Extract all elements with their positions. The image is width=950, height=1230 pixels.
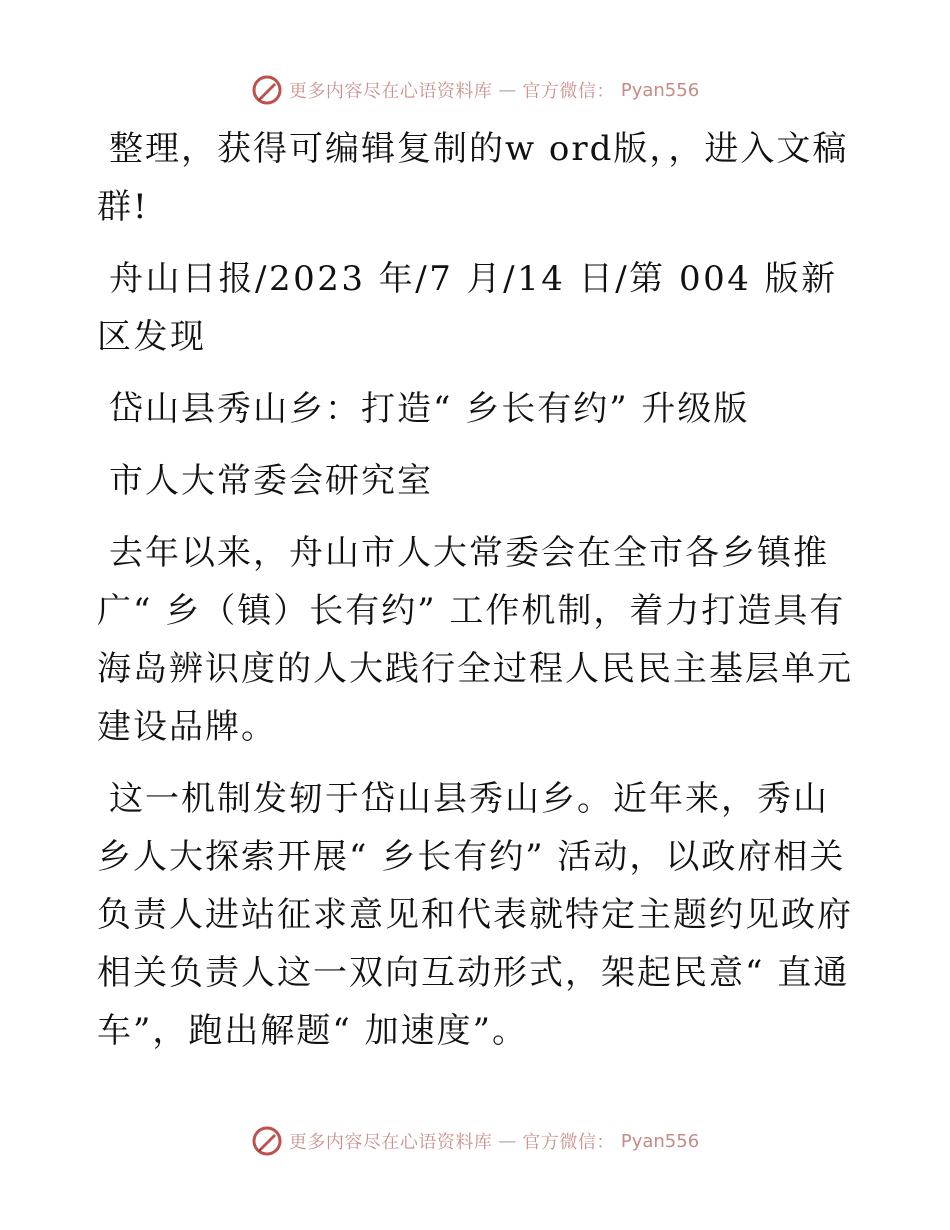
watermark-separator: — [498, 1130, 517, 1152]
watermark-text: 更多内容尽在心语资料库 [288, 1132, 493, 1153]
watermark-wechat-id: Pyan556 [620, 79, 700, 101]
source-line: 舟山日报/2023 年/7 月/14 日/第 004 版新区发现 [97, 259, 838, 357]
watermark-separator: — [498, 79, 517, 101]
intro-paragraph: 整理，获得可编辑复制的w ord版，，进入文稿群! [97, 129, 849, 227]
document-body [97, 120, 857, 1074]
watermark-wechat-label: 官方微信： [522, 81, 615, 102]
quill-pen-logo-icon [251, 74, 283, 106]
watermark-wechat-label: 官方微信： [522, 1132, 615, 1153]
body-paragraph-1: 去年以来，舟山市人大常委会在全市各乡镇推广“ 乡（镇）长有约” 工作机制，着力打造具有海岛辨识度的人大践行全过程人民民主基层单元建设品牌。 [97, 533, 853, 747]
quill-pen-logo-icon [251, 1125, 283, 1157]
article-title: 岱山县秀山乡：打造“ 乡长有约” 升级版 [109, 389, 750, 429]
footer-watermark [0, 1121, 950, 1161]
article-author: 市人大常委会研究室 [109, 461, 433, 501]
watermark-text: 更多内容尽在心语资料库 [288, 81, 493, 102]
watermark-wechat-id: Pyan556 [620, 1130, 700, 1152]
header-watermark [0, 70, 950, 110]
body-paragraph-2: 这一机制发轫于岱山县秀山乡。近年来，秀山乡人大探索开展“ 乡长有约” 活动，以政府相关负责人进站征求意见和代表就特定主题约见政府相关负责人这一双向互动形式，架起民意“ 直通车”，跑出解题“ 加速度”。 [97, 779, 853, 1051]
